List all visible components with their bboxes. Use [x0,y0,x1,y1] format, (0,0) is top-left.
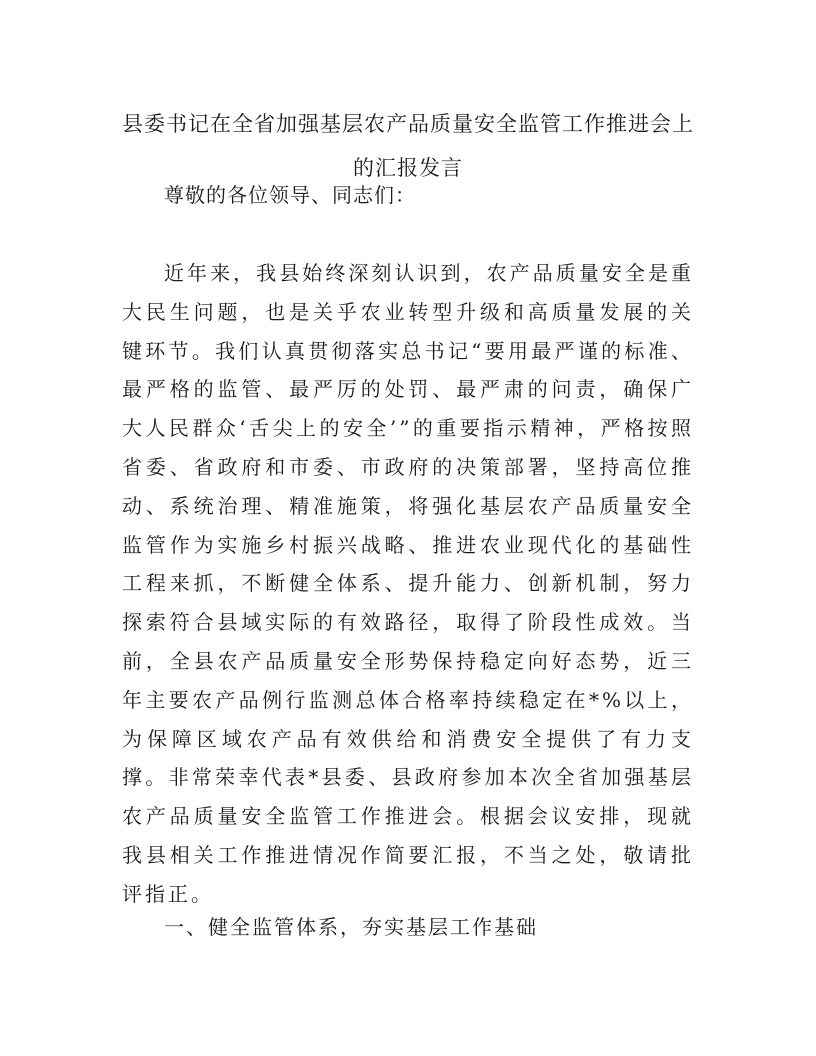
document-title-line-1: 县委书记在全省加强基层农产品质量安全监管工作推进会上 [122,112,694,136]
document-title-line-2: 的汇报发言 [353,156,463,180]
body-paragraph: 近年来，我县始终深刻认识到，农产品质量安全是重大民生问题，也是关乎农业转型升级和高质量发展的关键环节。我们认真贯彻落实总书记“要用最严谨的标准、最严格的监管、最严厉的处罚、最严肃的问责，确保广大人民群众‘舌尖上的安全’”的重要指示精神，严格按照省委、省政府和市委、市政府的决策部署，坚持高位推动、系统治理、精准施策，将强化基层农产品质量安全监管作为实施乡村振兴战略、推进农业现代化的基础性工程来抓，不断健全体系、提升能力、创新机制，努力探索符合县域实际的有效路径，取得了阶段性成效。当前，全县农产品质量安全形势保持稳定向好态势，近三年主要农产品例行监测总体合格率持续稳定在*%以上，为保障区域农产品有效供给和消费安全提供了有力支撑。非常荣幸代表*县委、县政府参加本次全省加强基层农产品质量安全监管工作推进会。根据会议安排，现就我县相关工作推进情况作简要汇报，不当之处，敬请批评指正。 [122,261,694,906]
salutation: 尊敬的各位领导、同志们： [164,183,416,207]
section-heading: 一、健全监管体系，夯实基层工作基础 [164,915,538,939]
